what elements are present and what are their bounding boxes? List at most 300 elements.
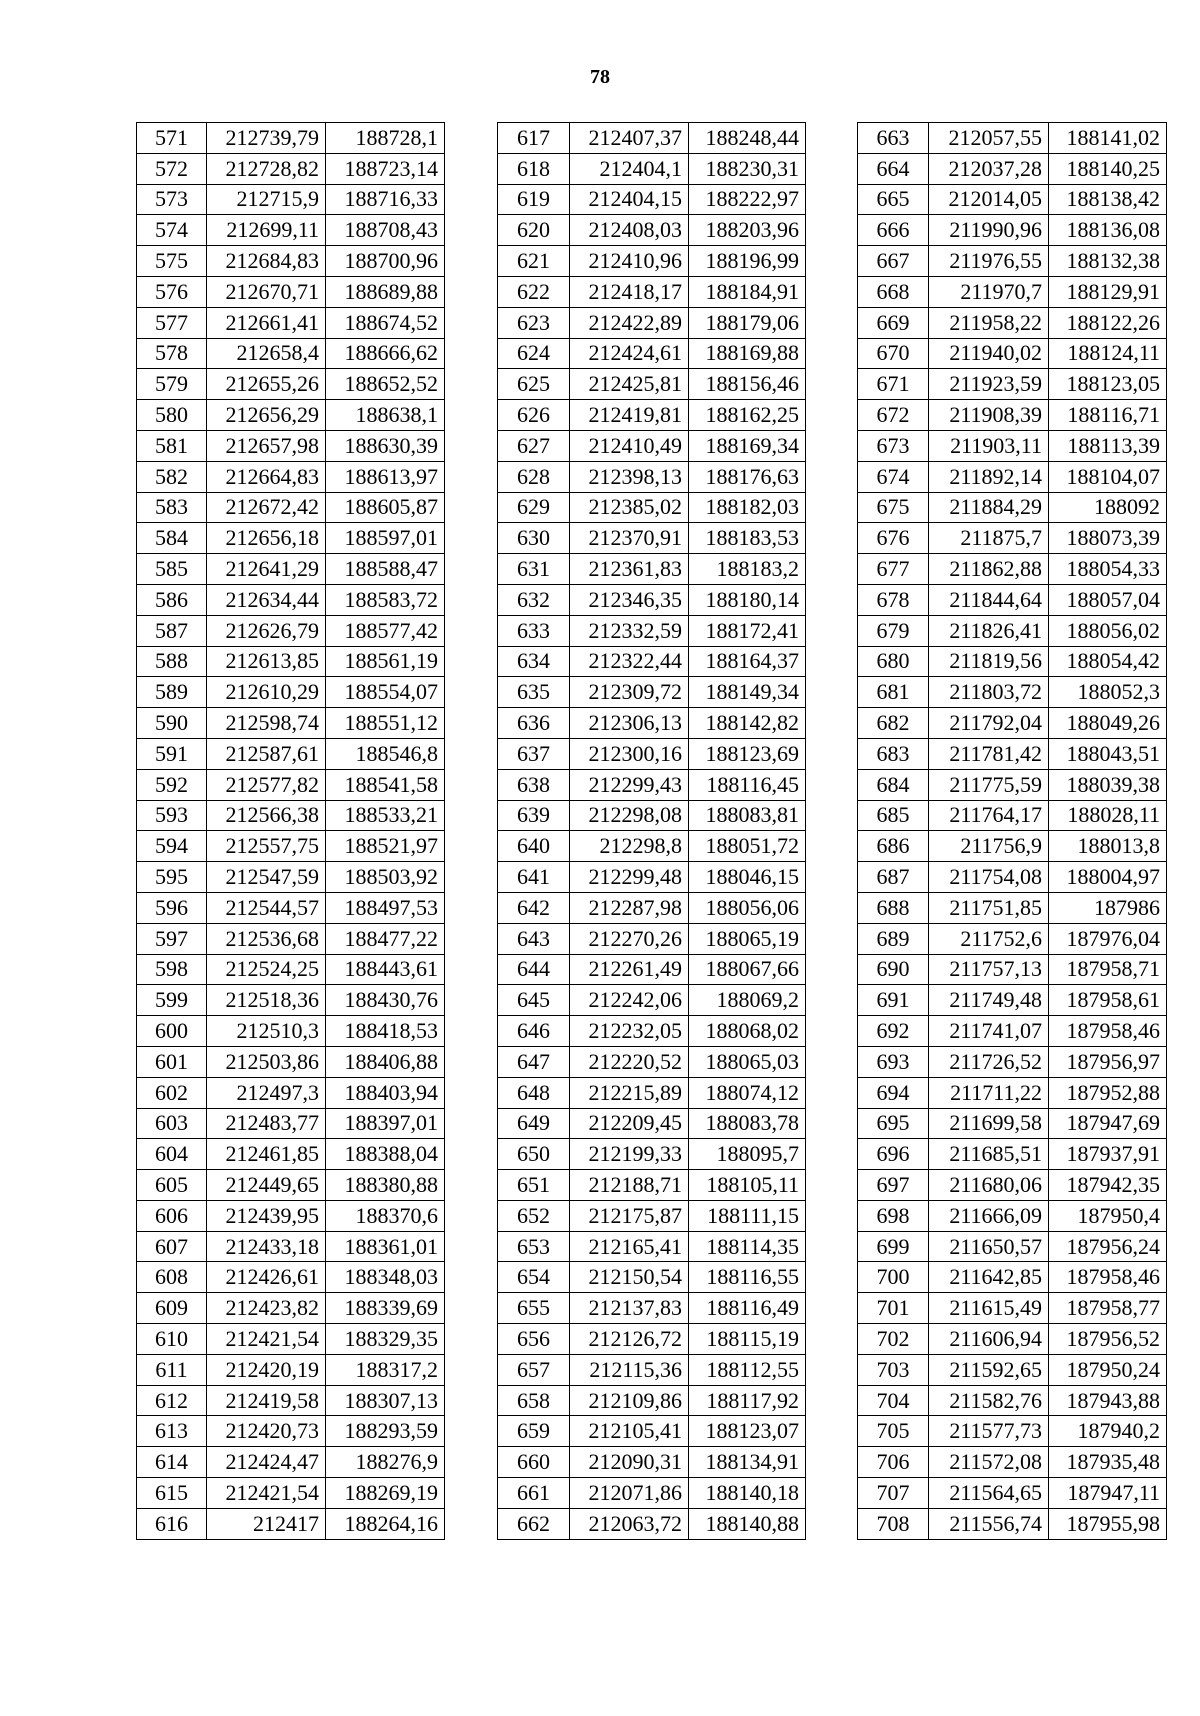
x-coordinate-cell: 211556,74 — [929, 1508, 1049, 1539]
y-coordinate-cell: 188348,03 — [326, 1262, 445, 1293]
point-number-cell: 589 — [137, 677, 207, 708]
y-coordinate-cell: 188068,02 — [689, 1016, 806, 1047]
x-coordinate-cell: 212014,05 — [929, 184, 1049, 215]
table-row — [858, 1324, 1167, 1355]
y-coordinate-cell: 188092 — [1049, 492, 1167, 523]
x-coordinate-cell: 211958,22 — [929, 307, 1049, 338]
point-number-cell: 595 — [137, 862, 207, 893]
table-row — [137, 461, 445, 492]
y-coordinate-cell: 188116,55 — [689, 1262, 806, 1293]
x-coordinate-cell: 211592,65 — [929, 1354, 1049, 1385]
table-row — [858, 1046, 1167, 1077]
table-row — [137, 123, 445, 154]
table-row — [498, 1108, 806, 1139]
x-coordinate-cell: 212421,54 — [207, 1324, 326, 1355]
table-row — [858, 985, 1167, 1016]
y-coordinate-cell: 187955,98 — [1049, 1508, 1167, 1539]
x-coordinate-cell: 212404,1 — [570, 153, 689, 184]
point-number-cell: 585 — [137, 554, 207, 585]
point-number-cell: 650 — [498, 1139, 570, 1170]
x-coordinate-cell: 211908,39 — [929, 400, 1049, 431]
point-number-cell: 601 — [137, 1046, 207, 1077]
table-row — [498, 831, 806, 862]
point-number-cell: 640 — [498, 831, 570, 862]
table-row — [498, 1385, 806, 1416]
point-number-cell: 688 — [858, 892, 929, 923]
x-coordinate-cell: 212426,61 — [207, 1262, 326, 1293]
y-coordinate-cell: 188317,2 — [326, 1354, 445, 1385]
table-row — [137, 369, 445, 400]
table-row — [858, 831, 1167, 862]
y-coordinate-cell: 188583,72 — [326, 584, 445, 615]
point-number-cell: 573 — [137, 184, 207, 215]
y-coordinate-cell: 188723,14 — [326, 153, 445, 184]
point-number-cell: 622 — [498, 276, 570, 307]
x-coordinate-cell: 211741,07 — [929, 1016, 1049, 1047]
y-coordinate-cell: 187947,69 — [1049, 1108, 1167, 1139]
table-row — [137, 1262, 445, 1293]
point-number-cell: 618 — [498, 153, 570, 184]
point-number-cell: 676 — [858, 523, 929, 554]
y-coordinate-cell: 188142,82 — [689, 708, 806, 739]
table-row — [137, 738, 445, 769]
table-row — [137, 1385, 445, 1416]
table-row — [498, 1478, 806, 1509]
table-row — [498, 492, 806, 523]
point-number-cell: 695 — [858, 1108, 929, 1139]
y-coordinate-cell: 188666,62 — [326, 338, 445, 369]
y-coordinate-cell: 188477,22 — [326, 923, 445, 954]
point-number-cell: 610 — [137, 1324, 207, 1355]
y-coordinate-cell: 188293,59 — [326, 1416, 445, 1447]
table-row — [858, 369, 1167, 400]
y-coordinate-cell: 188577,42 — [326, 615, 445, 646]
table-row — [498, 1170, 806, 1201]
point-number-cell: 687 — [858, 862, 929, 893]
point-number-cell: 602 — [137, 1077, 207, 1108]
point-number-cell: 648 — [498, 1077, 570, 1108]
point-number-cell: 615 — [137, 1478, 207, 1509]
y-coordinate-cell: 188700,96 — [326, 246, 445, 277]
x-coordinate-cell: 211775,59 — [929, 769, 1049, 800]
x-coordinate-cell: 212577,82 — [207, 769, 326, 800]
x-coordinate-cell: 211903,11 — [929, 430, 1049, 461]
table-row — [858, 615, 1167, 646]
y-coordinate-cell: 188095,7 — [689, 1139, 806, 1170]
y-coordinate-cell: 188380,88 — [326, 1170, 445, 1201]
x-coordinate-cell: 212242,06 — [570, 985, 689, 1016]
y-coordinate-cell: 187943,88 — [1049, 1385, 1167, 1416]
point-number-cell: 678 — [858, 584, 929, 615]
x-coordinate-cell: 212536,68 — [207, 923, 326, 954]
y-coordinate-cell: 188708,43 — [326, 215, 445, 246]
y-coordinate-cell: 188561,19 — [326, 646, 445, 677]
point-number-cell: 638 — [498, 769, 570, 800]
point-number-cell: 575 — [137, 246, 207, 277]
table-row — [858, 708, 1167, 739]
y-coordinate-cell: 187958,46 — [1049, 1016, 1167, 1047]
y-coordinate-cell: 188370,6 — [326, 1200, 445, 1231]
table-row — [858, 1262, 1167, 1293]
point-number-cell: 693 — [858, 1046, 929, 1077]
table-row — [498, 800, 806, 831]
y-coordinate-cell: 188129,91 — [1049, 276, 1167, 307]
point-number-cell: 636 — [498, 708, 570, 739]
y-coordinate-cell: 188056,02 — [1049, 615, 1167, 646]
table-row — [137, 1231, 445, 1262]
table-row — [858, 1354, 1167, 1385]
point-number-cell: 690 — [858, 954, 929, 985]
table-row — [858, 430, 1167, 461]
y-coordinate-cell: 188554,07 — [326, 677, 445, 708]
y-coordinate-cell: 188124,11 — [1049, 338, 1167, 369]
y-coordinate-cell: 188418,53 — [326, 1016, 445, 1047]
table-row — [858, 646, 1167, 677]
point-number-cell: 696 — [858, 1139, 929, 1170]
y-coordinate-cell: 188065,19 — [689, 923, 806, 954]
x-coordinate-cell: 212232,05 — [570, 1016, 689, 1047]
x-coordinate-cell: 211862,88 — [929, 554, 1049, 585]
y-coordinate-cell: 188116,49 — [689, 1293, 806, 1324]
point-number-cell: 700 — [858, 1262, 929, 1293]
point-number-cell: 620 — [498, 215, 570, 246]
x-coordinate-cell: 212657,98 — [207, 430, 326, 461]
table-row — [137, 523, 445, 554]
table-row — [498, 769, 806, 800]
point-number-cell: 572 — [137, 153, 207, 184]
x-coordinate-cell: 211726,52 — [929, 1046, 1049, 1077]
x-coordinate-cell: 212398,13 — [570, 461, 689, 492]
x-coordinate-cell: 212418,17 — [570, 276, 689, 307]
point-number-cell: 588 — [137, 646, 207, 677]
table-row — [498, 400, 806, 431]
x-coordinate-cell: 212656,29 — [207, 400, 326, 431]
x-coordinate-cell: 212137,83 — [570, 1293, 689, 1324]
y-coordinate-cell: 187956,52 — [1049, 1324, 1167, 1355]
point-number-cell: 593 — [137, 800, 207, 831]
y-coordinate-cell: 188361,01 — [326, 1231, 445, 1262]
y-coordinate-cell: 188049,26 — [1049, 708, 1167, 739]
point-number-cell: 627 — [498, 430, 570, 461]
point-number-cell: 670 — [858, 338, 929, 369]
x-coordinate-cell: 212424,61 — [570, 338, 689, 369]
point-number-cell: 660 — [498, 1447, 570, 1478]
coordinate-table-1 — [136, 122, 445, 1540]
table-row — [498, 892, 806, 923]
table-row — [137, 1293, 445, 1324]
x-coordinate-cell: 212670,71 — [207, 276, 326, 307]
table-row — [137, 769, 445, 800]
table-row — [858, 892, 1167, 923]
x-coordinate-cell: 212220,52 — [570, 1046, 689, 1077]
y-coordinate-cell: 188054,42 — [1049, 646, 1167, 677]
point-number-cell: 685 — [858, 800, 929, 831]
point-number-cell: 649 — [498, 1108, 570, 1139]
x-coordinate-cell: 212422,89 — [570, 307, 689, 338]
table-row — [137, 246, 445, 277]
x-coordinate-cell: 211826,41 — [929, 615, 1049, 646]
table-row — [498, 985, 806, 1016]
y-coordinate-cell: 188184,91 — [689, 276, 806, 307]
y-coordinate-cell: 188113,39 — [1049, 430, 1167, 461]
y-coordinate-cell: 188122,26 — [1049, 307, 1167, 338]
table-row — [858, 1385, 1167, 1416]
x-coordinate-cell: 212109,86 — [570, 1385, 689, 1416]
x-coordinate-cell: 211642,85 — [929, 1262, 1049, 1293]
y-coordinate-cell: 188329,35 — [326, 1324, 445, 1355]
x-coordinate-cell: 211650,57 — [929, 1231, 1049, 1262]
x-coordinate-cell: 212299,43 — [570, 769, 689, 800]
table-row — [137, 646, 445, 677]
table-row — [858, 307, 1167, 338]
table-row — [498, 1077, 806, 1108]
point-number-cell: 683 — [858, 738, 929, 769]
y-coordinate-cell: 188140,88 — [689, 1508, 806, 1539]
y-coordinate-cell: 188115,19 — [689, 1324, 806, 1355]
x-coordinate-cell: 211711,22 — [929, 1077, 1049, 1108]
point-number-cell: 634 — [498, 646, 570, 677]
y-coordinate-cell: 188276,9 — [326, 1447, 445, 1478]
y-coordinate-cell: 188004,97 — [1049, 862, 1167, 893]
x-coordinate-cell: 212433,18 — [207, 1231, 326, 1262]
x-coordinate-cell: 211990,96 — [929, 215, 1049, 246]
point-number-cell: 590 — [137, 708, 207, 739]
table-row — [498, 246, 806, 277]
y-coordinate-cell: 188689,88 — [326, 276, 445, 307]
x-coordinate-cell: 211685,51 — [929, 1139, 1049, 1170]
point-number-cell: 667 — [858, 246, 929, 277]
table-row — [858, 769, 1167, 800]
table-row — [498, 1293, 806, 1324]
x-coordinate-cell: 212510,3 — [207, 1016, 326, 1047]
y-coordinate-cell: 188403,94 — [326, 1077, 445, 1108]
table-row — [137, 1508, 445, 1539]
table-row — [858, 184, 1167, 215]
table-row — [137, 584, 445, 615]
table-row — [137, 954, 445, 985]
x-coordinate-cell: 211754,08 — [929, 862, 1049, 893]
point-number-cell: 631 — [498, 554, 570, 585]
x-coordinate-cell: 211749,48 — [929, 985, 1049, 1016]
x-coordinate-cell: 212165,41 — [570, 1231, 689, 1262]
x-coordinate-cell: 212699,11 — [207, 215, 326, 246]
point-number-cell: 668 — [858, 276, 929, 307]
x-coordinate-cell: 212449,65 — [207, 1170, 326, 1201]
point-number-cell: 617 — [498, 123, 570, 154]
table-row — [137, 1016, 445, 1047]
y-coordinate-cell: 188230,31 — [689, 153, 806, 184]
x-coordinate-cell: 212557,75 — [207, 831, 326, 862]
x-coordinate-cell: 212424,47 — [207, 1447, 326, 1478]
y-coordinate-cell: 188546,8 — [326, 738, 445, 769]
point-number-cell: 616 — [137, 1508, 207, 1539]
x-coordinate-cell: 211819,56 — [929, 646, 1049, 677]
x-coordinate-cell: 212655,26 — [207, 369, 326, 400]
table-row — [498, 123, 806, 154]
point-number-cell: 702 — [858, 1324, 929, 1355]
point-number-cell: 587 — [137, 615, 207, 646]
table-row — [498, 369, 806, 400]
x-coordinate-cell: 211752,6 — [929, 923, 1049, 954]
y-coordinate-cell: 188028,11 — [1049, 800, 1167, 831]
x-coordinate-cell: 211884,29 — [929, 492, 1049, 523]
table-row — [498, 738, 806, 769]
point-number-cell: 691 — [858, 985, 929, 1016]
point-number-cell: 621 — [498, 246, 570, 277]
point-number-cell: 644 — [498, 954, 570, 985]
x-coordinate-cell: 212421,54 — [207, 1478, 326, 1509]
y-coordinate-cell: 187958,71 — [1049, 954, 1167, 985]
point-number-cell: 580 — [137, 400, 207, 431]
x-coordinate-cell: 212641,29 — [207, 554, 326, 585]
x-coordinate-cell: 211803,72 — [929, 677, 1049, 708]
table-row — [858, 123, 1167, 154]
coordinate-table-3 — [857, 122, 1167, 1540]
x-coordinate-cell: 212199,33 — [570, 1139, 689, 1170]
table-row — [858, 492, 1167, 523]
x-coordinate-cell: 212332,59 — [570, 615, 689, 646]
table-row — [137, 708, 445, 739]
table-row — [498, 862, 806, 893]
table-row — [858, 338, 1167, 369]
table-row — [858, 215, 1167, 246]
x-coordinate-cell: 212566,38 — [207, 800, 326, 831]
point-number-cell: 624 — [498, 338, 570, 369]
x-coordinate-cell: 212419,58 — [207, 1385, 326, 1416]
x-coordinate-cell: 211892,14 — [929, 461, 1049, 492]
point-number-cell: 600 — [137, 1016, 207, 1047]
x-coordinate-cell: 212547,59 — [207, 862, 326, 893]
x-coordinate-cell: 212661,41 — [207, 307, 326, 338]
y-coordinate-cell: 188013,8 — [1049, 831, 1167, 862]
x-coordinate-cell: 211564,65 — [929, 1478, 1049, 1509]
y-coordinate-cell: 188597,01 — [326, 523, 445, 554]
y-coordinate-cell: 188149,34 — [689, 677, 806, 708]
y-coordinate-cell: 188074,12 — [689, 1077, 806, 1108]
point-number-cell: 674 — [858, 461, 929, 492]
table-row — [137, 1416, 445, 1447]
x-coordinate-cell: 212410,96 — [570, 246, 689, 277]
point-number-cell: 597 — [137, 923, 207, 954]
y-coordinate-cell: 188112,55 — [689, 1354, 806, 1385]
x-coordinate-cell: 211606,94 — [929, 1324, 1049, 1355]
x-coordinate-cell: 212419,81 — [570, 400, 689, 431]
y-coordinate-cell: 187958,77 — [1049, 1293, 1167, 1324]
table-row — [498, 1324, 806, 1355]
y-coordinate-cell: 188176,63 — [689, 461, 806, 492]
y-coordinate-cell: 187958,46 — [1049, 1262, 1167, 1293]
point-number-cell: 659 — [498, 1416, 570, 1447]
point-number-cell: 598 — [137, 954, 207, 985]
table-row — [858, 523, 1167, 554]
table-row — [498, 430, 806, 461]
point-number-cell: 643 — [498, 923, 570, 954]
table-row — [498, 461, 806, 492]
point-number-cell: 599 — [137, 985, 207, 1016]
x-coordinate-cell: 212215,89 — [570, 1077, 689, 1108]
x-coordinate-cell: 211970,7 — [929, 276, 1049, 307]
point-number-cell: 664 — [858, 153, 929, 184]
y-coordinate-cell: 188057,04 — [1049, 584, 1167, 615]
x-coordinate-cell: 212299,48 — [570, 862, 689, 893]
table-row — [498, 1139, 806, 1170]
x-coordinate-cell: 212483,77 — [207, 1108, 326, 1139]
x-coordinate-cell: 212544,57 — [207, 892, 326, 923]
y-coordinate-cell: 188182,03 — [689, 492, 806, 523]
point-number-cell: 625 — [498, 369, 570, 400]
table-row — [137, 307, 445, 338]
table-row — [498, 523, 806, 554]
table-row — [137, 985, 445, 1016]
y-coordinate-cell: 188674,52 — [326, 307, 445, 338]
x-coordinate-cell: 212361,83 — [570, 554, 689, 585]
table-row — [498, 708, 806, 739]
table-row — [498, 1046, 806, 1077]
x-coordinate-cell: 211615,49 — [929, 1293, 1049, 1324]
y-coordinate-cell: 188613,97 — [326, 461, 445, 492]
y-coordinate-cell: 188503,92 — [326, 862, 445, 893]
table-row — [858, 1170, 1167, 1201]
x-coordinate-cell: 212071,86 — [570, 1478, 689, 1509]
point-number-cell: 672 — [858, 400, 929, 431]
table-row — [498, 1508, 806, 1539]
y-coordinate-cell: 188183,53 — [689, 523, 806, 554]
x-coordinate-cell: 212425,81 — [570, 369, 689, 400]
point-number-cell: 583 — [137, 492, 207, 523]
x-coordinate-cell: 212322,44 — [570, 646, 689, 677]
y-coordinate-cell: 188116,45 — [689, 769, 806, 800]
point-number-cell: 594 — [137, 831, 207, 862]
y-coordinate-cell: 188269,19 — [326, 1478, 445, 1509]
y-coordinate-cell: 187956,24 — [1049, 1231, 1167, 1262]
y-coordinate-cell: 188430,76 — [326, 985, 445, 1016]
table-row — [858, 246, 1167, 277]
table-row — [858, 461, 1167, 492]
y-coordinate-cell: 187950,24 — [1049, 1354, 1167, 1385]
point-number-cell: 699 — [858, 1231, 929, 1262]
y-coordinate-cell: 188222,97 — [689, 184, 806, 215]
table-row — [137, 677, 445, 708]
y-coordinate-cell: 188138,42 — [1049, 184, 1167, 215]
y-coordinate-cell: 188652,52 — [326, 369, 445, 400]
point-number-cell: 669 — [858, 307, 929, 338]
x-coordinate-cell: 212115,36 — [570, 1354, 689, 1385]
table-row — [137, 1200, 445, 1231]
x-coordinate-cell: 211976,55 — [929, 246, 1049, 277]
x-coordinate-cell: 211875,7 — [929, 523, 1049, 554]
table-row — [137, 492, 445, 523]
y-coordinate-cell: 188123,07 — [689, 1416, 806, 1447]
x-coordinate-cell: 212407,37 — [570, 123, 689, 154]
y-coordinate-cell: 187940,2 — [1049, 1416, 1167, 1447]
table-row — [137, 1108, 445, 1139]
y-coordinate-cell: 188052,3 — [1049, 677, 1167, 708]
x-coordinate-cell: 212298,08 — [570, 800, 689, 831]
x-coordinate-cell: 212518,36 — [207, 985, 326, 1016]
x-coordinate-cell: 211923,59 — [929, 369, 1049, 400]
y-coordinate-cell: 188162,25 — [689, 400, 806, 431]
x-coordinate-cell: 212270,26 — [570, 923, 689, 954]
x-coordinate-cell: 212497,3 — [207, 1077, 326, 1108]
x-coordinate-cell: 211757,13 — [929, 954, 1049, 985]
page-number: 78 — [590, 66, 610, 88]
table-row — [858, 1447, 1167, 1478]
x-coordinate-cell: 212287,98 — [570, 892, 689, 923]
point-number-cell: 679 — [858, 615, 929, 646]
y-coordinate-cell: 188164,37 — [689, 646, 806, 677]
x-coordinate-cell: 212503,86 — [207, 1046, 326, 1077]
point-number-cell: 661 — [498, 1478, 570, 1509]
